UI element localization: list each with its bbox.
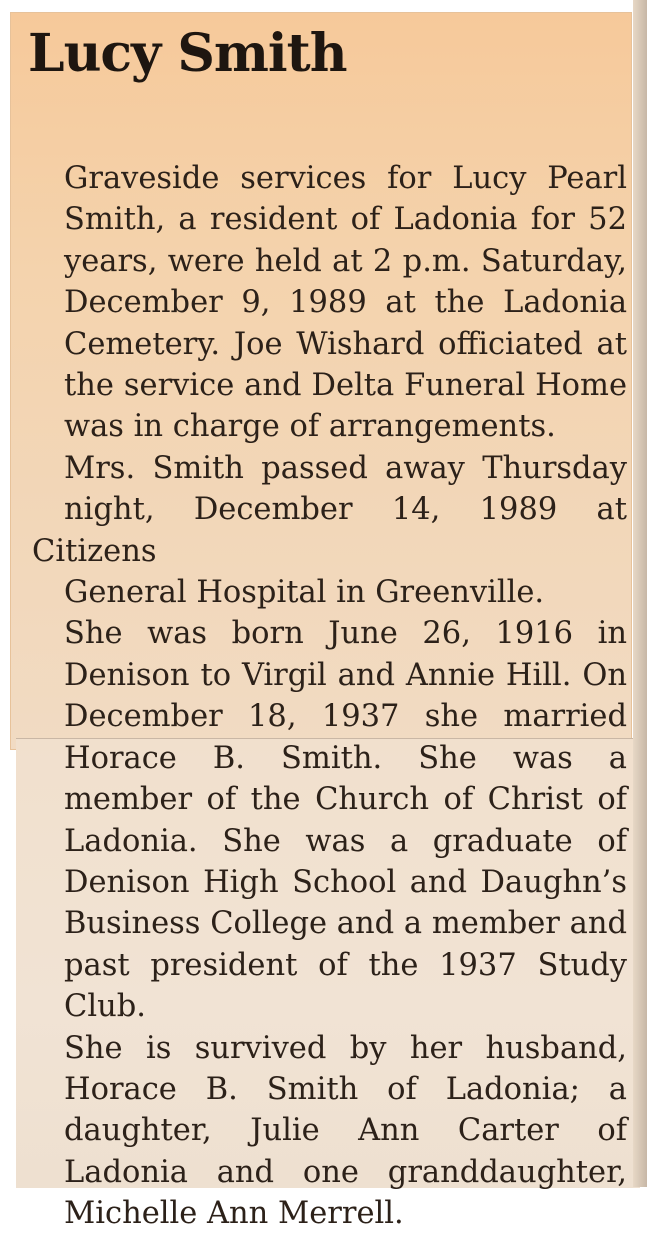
- obituary-body: [32, 158, 627, 1235]
- text-line: daughter, Julie Ann Carter of: [64, 1113, 627, 1149]
- text-line: Business College and a member and: [64, 906, 627, 942]
- text-line: Denison to Virgil and Annie Hill. On: [64, 657, 627, 693]
- text-line: Ladonia and one granddaughter,: [64, 1154, 627, 1190]
- text-line: Smith, a resident of Ladonia for 52: [64, 202, 627, 238]
- text-line: She was born June 26, 1916 in: [64, 616, 627, 652]
- obituary-headline: Lucy Smith: [28, 23, 347, 84]
- text-line: was in charge of arrangements.: [64, 409, 556, 445]
- text-line: She is survived by her husband,: [64, 1030, 627, 1066]
- paragraph-biography: [32, 613, 627, 1027]
- text-line: December 18, 1937 she married: [64, 699, 627, 735]
- text-line: Club.: [64, 989, 146, 1025]
- text-line: night, December 14, 1989 at Citizens: [32, 492, 627, 569]
- text-line: years, were held at 2 p.m. Saturday,: [64, 243, 627, 279]
- paragraph-death: [32, 448, 627, 614]
- paragraph-services: [32, 158, 627, 448]
- text-line: Horace B. Smith. She was a: [64, 740, 627, 776]
- text-line: Denison High School and Daughn’s: [64, 864, 627, 900]
- scan-edge: [633, 0, 647, 1187]
- paragraph-survivors: [32, 1028, 627, 1235]
- text-line: member of the Church of Christ of: [64, 782, 627, 818]
- text-line: Cemetery. Joe Wishard officiated at: [64, 326, 627, 362]
- text-line: December 9, 1989 at the Ladonia: [64, 285, 627, 321]
- text-line: Mrs. Smith passed away Thursday: [64, 450, 627, 486]
- text-line: Horace B. Smith of Ladonia; a: [64, 1071, 627, 1107]
- text-line: the service and Delta Funeral Home: [64, 368, 627, 404]
- text-line: Michelle Ann Merrell.: [64, 1196, 404, 1232]
- text-line: past president of the 1937 Study: [64, 947, 627, 983]
- text-line: General Hospital in Greenville.: [64, 575, 545, 611]
- text-line: Ladonia. She was a graduate of: [64, 823, 627, 859]
- text-line: Graveside services for Lucy Pearl: [64, 161, 627, 196]
